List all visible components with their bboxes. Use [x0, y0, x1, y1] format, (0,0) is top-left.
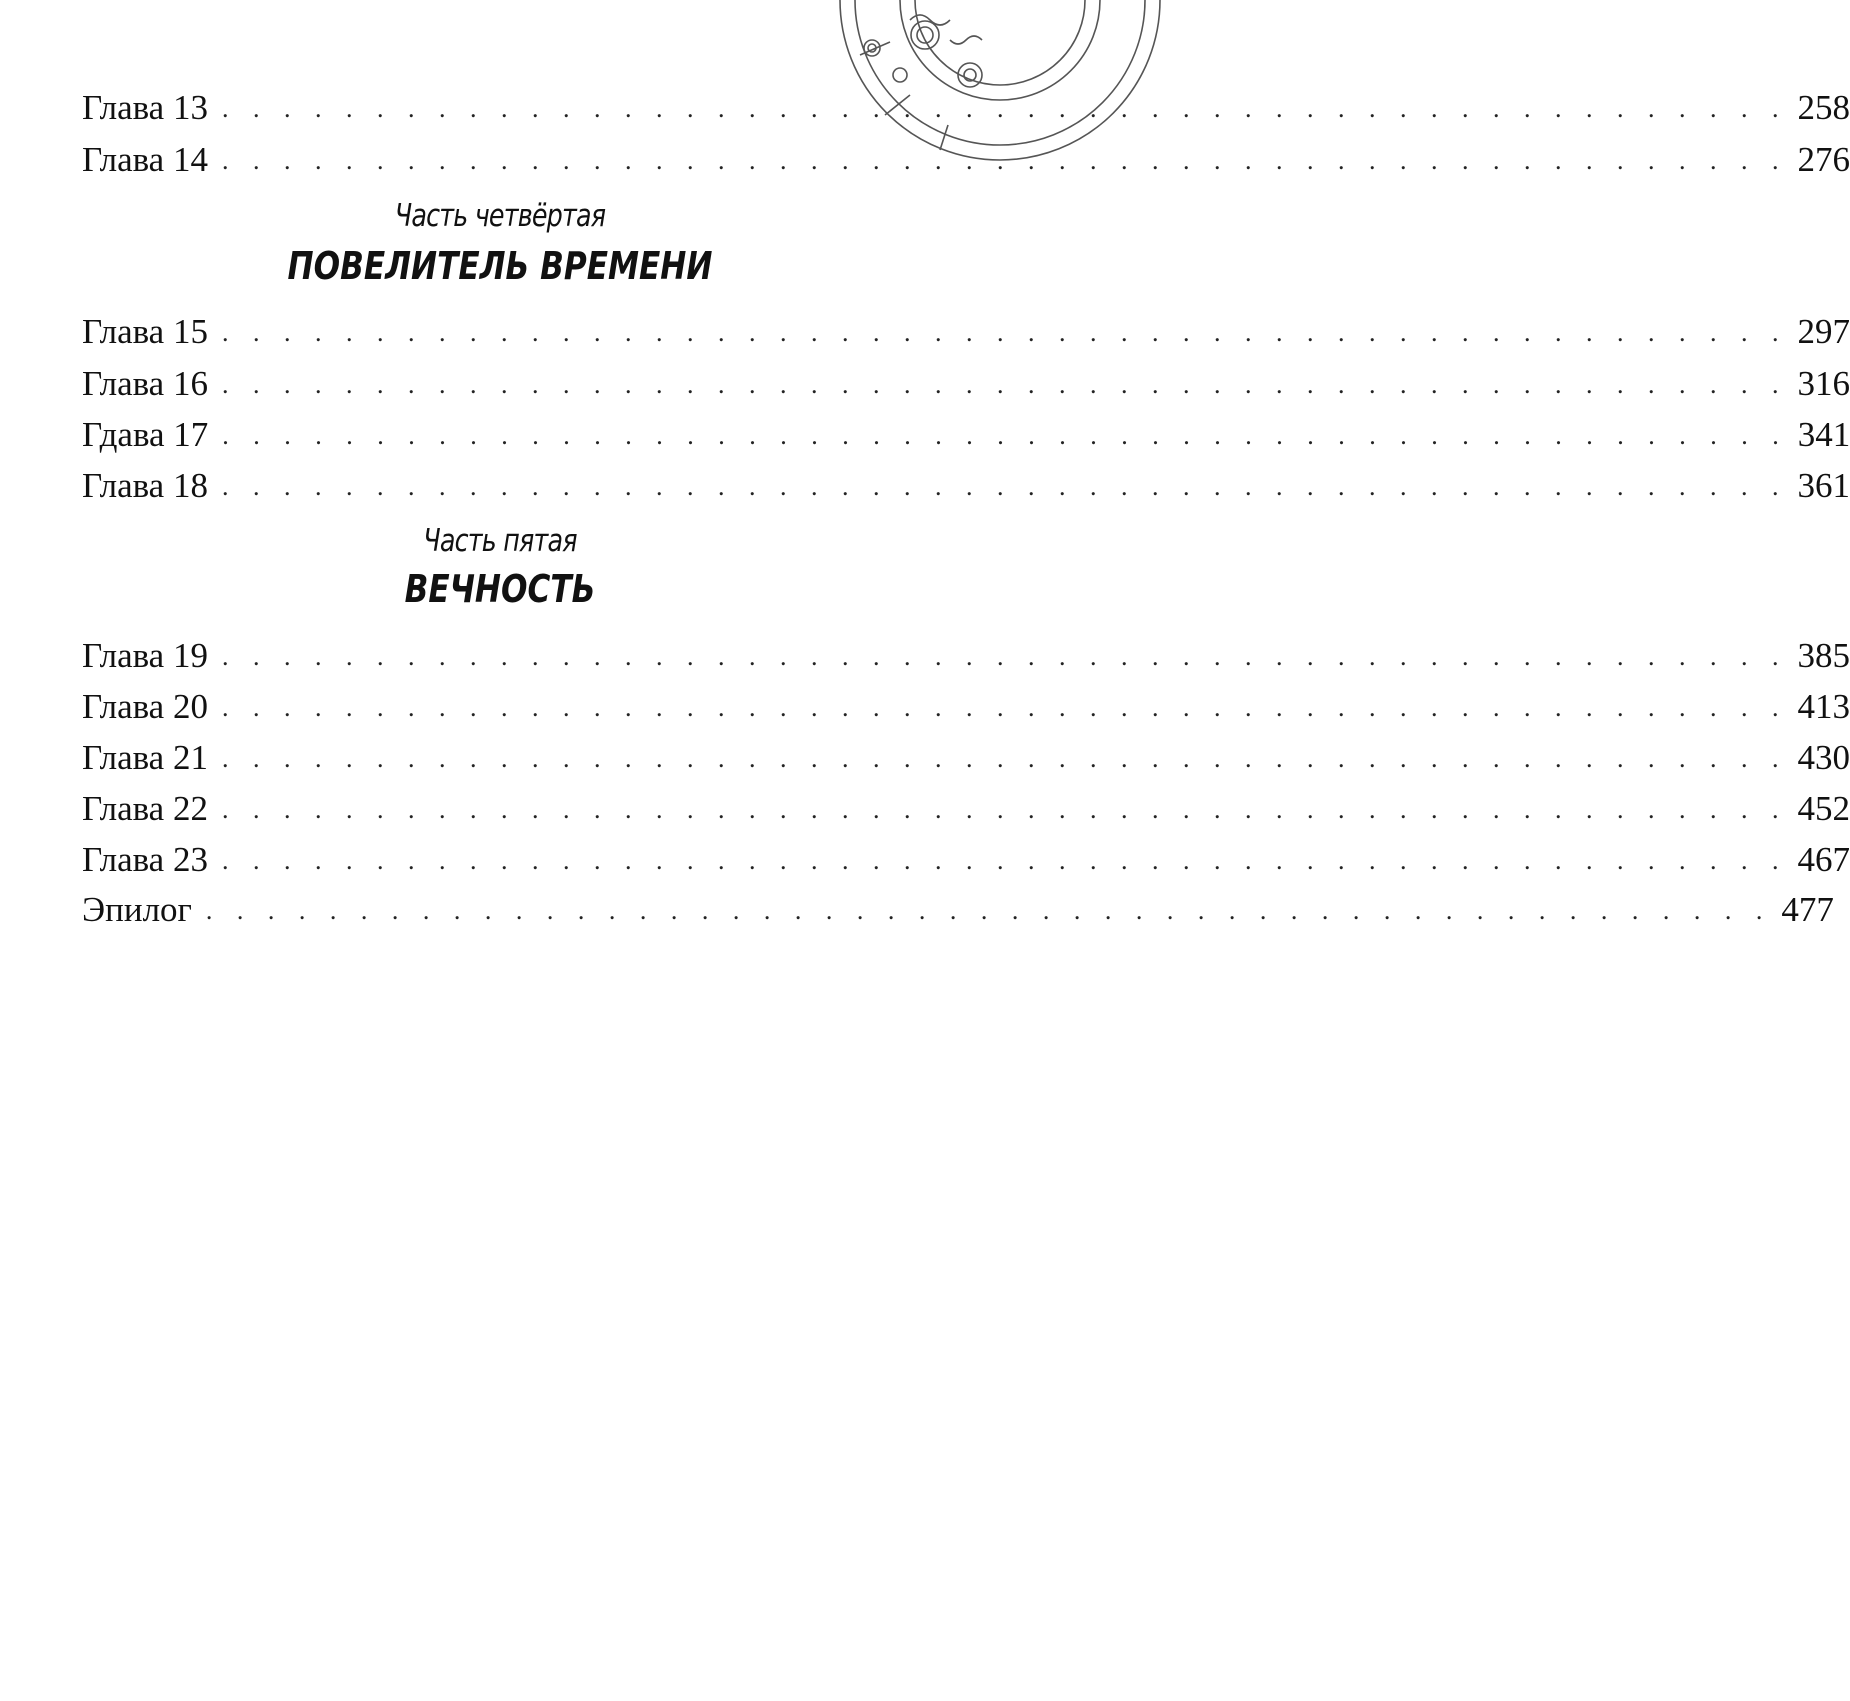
entry-label: Глава 21 — [82, 738, 208, 777]
entry-label: Глава 23 — [82, 840, 208, 879]
dot-leader: . . . . . . . . . . . . . . . . . . . . . . . . . . . . . . . . . . . . . . . . . . . . . . . . . . . — [221, 795, 1788, 824]
entry-page-number: 297 — [1797, 312, 1850, 351]
toc-entry-chapter-18[interactable] — [82, 462, 1850, 510]
dot-leader: . . . . . . . . . . . . . . . . . . . . . . . . . . . . . . . . . . . . . . . . . . . . . . . . . . . — [221, 472, 1788, 501]
dot-leader: . . . . . . . . . . . . . . . . . . . . . . . . . . . . . . . . . . . . . . . . . . . . . . . . . . . — [221, 846, 1788, 875]
entry-page-number: 361 — [1797, 466, 1850, 505]
entry-label: Глава 20 — [82, 687, 208, 726]
dot-leader: . . . . . . . . . . . . . . . . . . . . . . . . . . . . . . . . . . . . . . . . . . . . . . . . . . . — [221, 146, 1788, 175]
entry-label: Глава 16 — [82, 364, 208, 403]
dot-leader: . . . . . . . . . . . . . . . . . . . . . . . . . . . . . . . . . . . . . . . . . . . . . . . . . . . — [221, 318, 1788, 347]
entry-page-number: 385 — [1797, 636, 1850, 675]
toc-entry-epilogue[interactable] — [82, 886, 1834, 934]
dot-leader: . . . . . . . . . . . . . . . . . . . . . . . . . . . . . . . . . . . . . . . . . . . . . . . . . . . — [221, 744, 1788, 773]
toc-entry-chapter-22[interactable] — [82, 785, 1850, 833]
entry-page-number: 341 — [1797, 415, 1850, 454]
entry-page-number: 430 — [1797, 738, 1850, 777]
part-five-label: Часть пятая — [423, 523, 577, 559]
dot-leader: . . . . . . . . . . . . . . . . . . . . . . . . . . . . . . . . . . . . . . . . . . . . . . . . . . . — [221, 370, 1788, 399]
dot-leader: . . . . . . . . . . . . . . . . . . . . . . . . . . . . . . . . . . . . . . . . . . . . . . . . . . . — [222, 421, 1788, 450]
entry-page-number: 413 — [1797, 687, 1850, 726]
entry-page-number: 467 — [1797, 840, 1850, 879]
toc-entry-chapter-14[interactable] — [82, 136, 1850, 184]
dot-leader: . . . . . . . . . . . . . . . . . . . . . . . . . . . . . . . . . . . . . . . . . . . . . . . . . . . — [221, 642, 1788, 671]
entry-label: Глава 14 — [82, 140, 208, 179]
entry-label: Глава 22 — [82, 789, 208, 828]
entry-page-number: 477 — [1781, 890, 1834, 929]
entry-label: Глава 18 — [82, 466, 208, 505]
toc-entry-chapter-23[interactable] — [82, 836, 1850, 884]
entry-label: Гдава 17 — [82, 415, 209, 454]
entry-page-number: 316 — [1797, 364, 1850, 403]
entry-page-number: 452 — [1797, 789, 1850, 828]
part-four-label: Часть четвёртая — [394, 198, 606, 234]
toc-entry-chapter-17[interactable] — [82, 411, 1850, 459]
entry-page-number: 276 — [1797, 140, 1850, 179]
dot-leader: . . . . . . . . . . . . . . . . . . . . . . . . . . . . . . . . . . . . . . . . . . . . . . . . . . . — [221, 693, 1788, 722]
toc-entry-chapter-15[interactable] — [82, 308, 1850, 356]
entry-label: Глава 13 — [82, 88, 208, 127]
part-five-title: ВЕЧНОСТЬ — [404, 567, 596, 611]
toc-entry-chapter-20[interactable] — [82, 683, 1850, 731]
entry-label: Эпилог — [82, 890, 192, 929]
entry-label: Глава 19 — [82, 636, 208, 675]
toc-entry-chapter-13[interactable] — [82, 84, 1850, 132]
toc-entry-chapter-16[interactable] — [82, 360, 1850, 408]
entry-page-number: 258 — [1797, 88, 1850, 127]
entry-label: Глава 15 — [82, 312, 208, 351]
dot-leader: . . . . . . . . . . . . . . . . . . . . . . . . . . . . . . . . . . . . . . . . . . . . . . . . . . . — [205, 896, 1772, 925]
dot-leader: . . . . . . . . . . . . . . . . . . . . . . . . . . . . . . . . . . . . . . . . . . . . . . . . . . . — [221, 94, 1788, 123]
toc-entry-chapter-21[interactable] — [82, 734, 1850, 782]
part-four-title: ПОВЕЛИТЕЛЬ ВРЕМЕНИ — [287, 244, 713, 288]
toc-entry-chapter-19[interactable] — [82, 632, 1850, 680]
